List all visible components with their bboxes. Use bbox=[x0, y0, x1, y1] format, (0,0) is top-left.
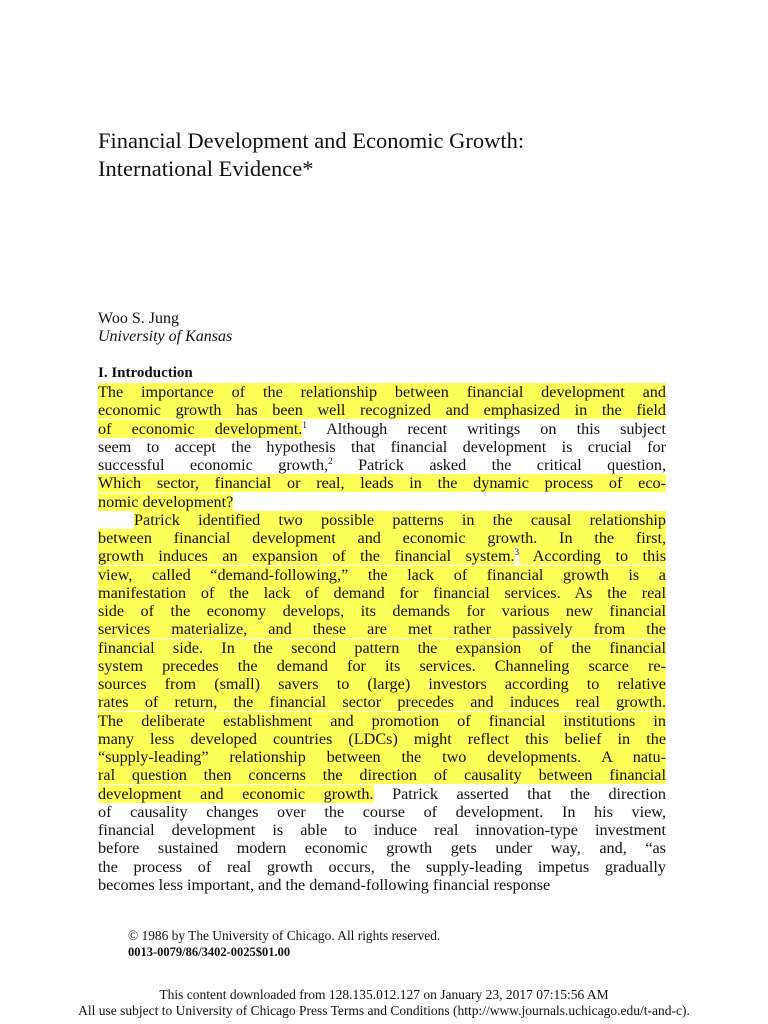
body-line bbox=[98, 821, 666, 839]
body-line bbox=[98, 420, 666, 438]
title-line-2: International Evidence* bbox=[98, 156, 314, 181]
body-line bbox=[98, 876, 666, 894]
body-line bbox=[98, 566, 666, 584]
highlighted-text: economic growth has been well recognized and emphasized in the field bbox=[98, 401, 666, 420]
body-line bbox=[98, 511, 666, 529]
body-line bbox=[98, 383, 666, 401]
footnote bbox=[128, 928, 440, 960]
body-line bbox=[98, 620, 666, 638]
highlighted-text: The deliberate establishment and promotion of financial institutions in bbox=[98, 711, 666, 730]
body-line bbox=[98, 547, 666, 565]
plain-text: Although recent writings on this subject bbox=[306, 419, 666, 438]
body-line bbox=[98, 529, 666, 547]
footnote-ref: 1 bbox=[302, 419, 307, 430]
body-line bbox=[98, 493, 666, 511]
highlighted-text: side of the economy develops, its demands for various new financial bbox=[98, 602, 666, 620]
body-line bbox=[98, 693, 666, 711]
highlighted-text: growth induces an expansion of the financial system. bbox=[98, 547, 515, 566]
highlighted-text: “supply-leading” relationship between the two developments. A natu- bbox=[98, 748, 666, 766]
body-line bbox=[98, 858, 666, 876]
plain-text: of causality changes over the course of development. In his view, bbox=[98, 802, 666, 821]
download-line-1: This content downloaded from 128.135.012.127 on January 23, 2017 07:15:56 AM bbox=[159, 987, 609, 1002]
plain-text: Patrick asserted that the direction bbox=[373, 784, 666, 803]
body-line bbox=[98, 785, 666, 803]
plain-text: Patrick asked the critical question, bbox=[332, 456, 667, 474]
body-line bbox=[98, 730, 666, 748]
download-line-2: All use subject to University of Chicago Press Terms and Conditions (http://www.journals.uchicago.edu/t-and-c). bbox=[78, 1003, 690, 1018]
body-line bbox=[98, 639, 666, 657]
body-line bbox=[98, 839, 666, 857]
highlighted-text: financial side. In the second pattern the expansion of the financial bbox=[98, 638, 666, 657]
highlighted-text: Patrick identified two possible patterns in the causal relationship bbox=[134, 510, 666, 529]
highlighted-text: development and economic growth. bbox=[98, 784, 374, 803]
highlighted-text: view, called “demand-following,” the lack of financial growth is a bbox=[98, 565, 666, 584]
plain-text: financial development is able to induce real innovation-type investment bbox=[98, 821, 666, 839]
body-line bbox=[98, 657, 666, 675]
body-line bbox=[98, 803, 666, 821]
highlighted-text: of economic development. bbox=[98, 419, 303, 438]
footnote-ref: 3 bbox=[514, 547, 520, 558]
author-block bbox=[98, 310, 232, 346]
highlighted-text: services materialize, and these are met rather passively from the bbox=[98, 620, 666, 639]
body-text bbox=[98, 383, 666, 894]
highlighted-text: Which sector, financial or real, leads in the dynamic process of eco- bbox=[98, 474, 666, 493]
highlighted-text: ral question then concerns the direction of causality between financial bbox=[98, 766, 666, 785]
plain-text: the process of real growth occurs, the supply-leading impetus gradually bbox=[98, 857, 666, 876]
body-line bbox=[98, 438, 666, 456]
plain-text: successful economic growth, bbox=[98, 456, 329, 474]
body-line bbox=[98, 401, 666, 419]
body-line bbox=[98, 675, 666, 693]
highlighted-text: between financial development and economic growth. In the first, bbox=[98, 529, 666, 547]
highlighted-text: system precedes the demand for its services. Channeling scarce re- bbox=[98, 656, 666, 675]
body-line bbox=[98, 766, 666, 784]
plain-text: seem to accept the hypothesis that financial development is crucial for bbox=[98, 437, 666, 456]
highlighted-text: many less developed countries (LDCs) might reflect this belief in the bbox=[98, 729, 666, 748]
article-title bbox=[98, 127, 698, 183]
author-name: Woo S. Jung bbox=[98, 310, 179, 327]
body-line bbox=[98, 456, 666, 474]
highlighted-text: rates of return, the financial sector precedes and induces real growth. bbox=[98, 693, 666, 712]
plain-text: becomes less important, and the demand-following financial response bbox=[98, 875, 551, 894]
body-line bbox=[98, 602, 666, 620]
download-notice bbox=[0, 987, 768, 1019]
section-heading: I. Introduction bbox=[98, 365, 193, 381]
highlighted-text: nomic development? bbox=[98, 492, 234, 511]
highlighted-text: sources from (small) savers to (large) investors according to relative bbox=[98, 675, 666, 693]
body-line bbox=[98, 748, 666, 766]
body-line bbox=[98, 712, 666, 730]
body-line bbox=[98, 474, 666, 492]
copyright-line: © 1986 by The University of Chicago. All rights reserved. bbox=[128, 928, 441, 943]
author-affiliation: University of Kansas bbox=[98, 328, 233, 345]
highlighted-text: The importance of the relationship between financial development and bbox=[98, 383, 666, 401]
title-line-1: Financial Development and Economic Growth: bbox=[98, 128, 525, 153]
article-code: 0013-0079/86/3402-0025$01.00 bbox=[128, 945, 291, 959]
footnote-ref: 2 bbox=[328, 456, 333, 466]
body-line bbox=[98, 584, 666, 602]
highlighted-text: manifestation of the lack of demand for financial services. As the real bbox=[98, 583, 666, 602]
plain-text: before sustained modern economic growth gets under way, and, “as bbox=[98, 839, 666, 858]
highlighted-text: According to this bbox=[519, 547, 666, 566]
